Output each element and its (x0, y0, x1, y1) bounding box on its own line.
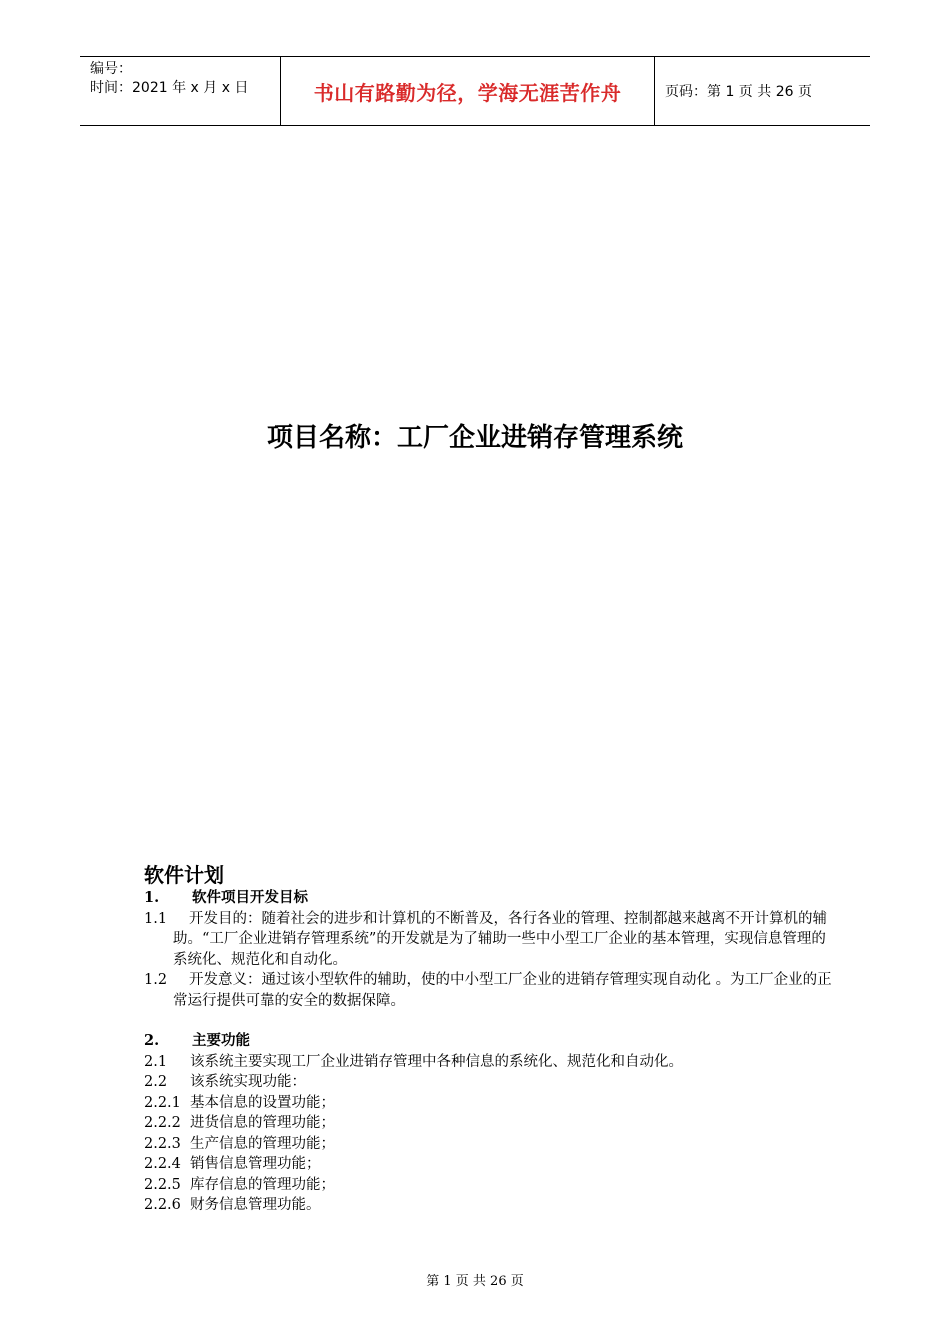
list-item (144, 1072, 834, 1093)
item-number: 2.2.4 (144, 1156, 181, 1172)
header-page-number: 页码：第 1 页 共 26 页 (665, 84, 812, 100)
item-number: 2.2.6 (144, 1197, 181, 1213)
item-text: 进货信息的管理功能； (190, 1115, 335, 1131)
page-header (80, 56, 870, 126)
section-title: 软件项目开发目标 (192, 889, 308, 906)
project-title: 项目名称：工厂企业进销存管理系统 (266, 423, 683, 453)
item-text: 开发意义：通过该小型软件的辅助，使的中小型工厂企业的进销存管理实现自动化 。为工厂企业的正常运行提供可靠的安全的数据保障。 (173, 972, 832, 1009)
item-number: 2.2 (144, 1074, 168, 1090)
list-item (144, 1134, 834, 1155)
item-number: 2.2.2 (144, 1115, 181, 1131)
section-number: 2. (144, 1032, 160, 1049)
document-body (144, 862, 834, 1216)
list-item (144, 1052, 834, 1073)
item-text: 生产信息的管理功能； (190, 1135, 335, 1152)
section-heading: 软件计划 (144, 863, 224, 887)
item-text: 销售信息管理功能； (190, 1156, 321, 1172)
item-text: 该系统主要实现工厂企业进销存管理中各种信息的系统化、规范化和自动化。 (190, 1053, 683, 1070)
list-item (144, 909, 834, 971)
item-number: 2.2.3 (144, 1135, 181, 1152)
item-number: 2.1 (144, 1053, 168, 1070)
document-time-label: 时间：2021 年 x 月 x 日 (90, 80, 249, 96)
item-number: 2.2.1 (144, 1094, 181, 1111)
document-number-label: 编号： (90, 61, 132, 77)
item-number: 2.2.5 (144, 1176, 181, 1193)
header-page-cell (655, 57, 870, 125)
item-number: 1.1 (144, 910, 168, 927)
section-2-heading (144, 1031, 834, 1052)
page-footer: 第 1 页 共 26 页 (426, 1274, 524, 1289)
item-text: 开发目的：随着社会的进步和计算机的不断普及，各行各业的管理、控制都越来越离不开计算机的辅助。“工厂企业进销存管理系统”的开发就是为了辅助一些中小型工厂企业的基本管理，实现信息管理的系统化、规范化和自动化。 (173, 910, 827, 968)
item-text: 基本信息的设置功能； (190, 1094, 335, 1111)
list-item (144, 1154, 834, 1175)
header-motto-cell (281, 57, 655, 125)
item-text: 库存信息的管理功能； (190, 1176, 335, 1193)
item-number: 1.2 (144, 972, 168, 988)
section-title: 主要功能 (192, 1032, 250, 1049)
item-text: 财务信息管理功能。 (190, 1197, 321, 1213)
list-item (144, 1093, 834, 1114)
section-1-heading (144, 888, 834, 909)
header-motto: 书山有路勤为径，学海无涯苦作舟 (313, 80, 622, 105)
header-meta (80, 57, 281, 125)
list-item (144, 1175, 834, 1196)
list-item (144, 1113, 834, 1134)
item-text: 该系统实现功能： (190, 1074, 306, 1090)
list-item (144, 970, 834, 1011)
list-item (144, 1195, 834, 1216)
section-number: 1. (144, 889, 160, 906)
